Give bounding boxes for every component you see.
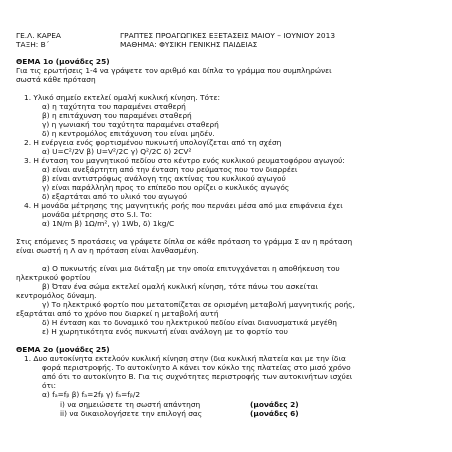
true-false-intro: Στις επόμενες 5 προτάσεις να γράψετε δίπλα σε κάθε πρόταση το γράμμα Σ αν η πρόταση — [16, 237, 353, 246]
q1-option-b: β) η επιτάχυνση του παραμένει σταθερή — [42, 111, 192, 120]
q3-option-a: α) είναι ανεξάρτητη από την ένταση του ρεύματος που τον διαρρέει — [42, 165, 298, 174]
theme1-intro: Για τις ερωτήσεις 1-4 να γράψετε τον αριθμό και δίπλα το γράμμα που συμπληρώνει — [16, 66, 332, 75]
q3-option-c: γ) είναι παράλληλη προς το επίπεδο που ορίζει ο κυκλικός αγωγός — [42, 183, 290, 192]
q3-option-b: β) είναι αντιστρόφως ανάλογη της ακτίνας του κυκλικού αγωγού — [42, 174, 286, 183]
question-4-cont: μονάδα μέτρησης στο S.I. Το: — [42, 210, 152, 219]
subject-label: ΜΑΘΗΜΑ: ΦΥΣΙΚΗ ΓΕΝΙΚΗΣ ΠΑΙΔΕΙΑΣ — [120, 40, 258, 49]
t2-q1-line4: ότι: — [42, 381, 56, 390]
statement-b: β) Όταν ένα σώμα εκτελεί ομαλή κυκλική κίνηση, τότε πάνω του ασκείται — [42, 282, 318, 291]
q3-option-d: δ) εξαρτάται από το υλικό του αγωγού — [42, 192, 188, 201]
theme1-title: ΘΕΜΑ 1ο (μονάδες 25) — [16, 57, 110, 66]
q2-options: α) U=C²/2V β) U=V²/2C γ) Q²/2C δ) 2CV² — [42, 147, 192, 156]
statement-d: δ) Η ένταση και το δυναμικό του ηλεκτρικού πεδίου είναι διανυσματικά μεγέθη — [42, 318, 337, 327]
q1-option-a: α) η ταχύτητα του παραμένει σταθερή — [42, 102, 186, 111]
statement-c-cont: εξαρτάται από το χρόνο που διαρκεί η μεταβολή αυτή — [16, 309, 219, 318]
question-4: 4. Η μονάδα μέτρησης της μαγνητικής ροής που περνάει μέσα από μια επιφάνεια έχει — [24, 201, 343, 210]
true-false-intro-cont: είναι σωστή η Λ αν η πρόταση είναι λανθασμένη. — [16, 246, 199, 255]
t2-q1-part-i: i) να σημειώσετε τη σωστή απάντηση — [60, 400, 201, 409]
statement-b-cont: κεντρομόλος δύναμη. — [16, 291, 97, 300]
t2-q1-part-ii: ii) να δικαιολογήσετε την επιλογή σας — [60, 409, 203, 418]
theme2-title: ΘΕΜΑ 2ο (μονάδες 25) — [16, 345, 110, 354]
question-1: 1. Υλικό σημείο εκτελεί ομαλή κυκλική κίνηση. Τότε: — [24, 93, 220, 102]
exam-title: ΓΡΑΠΤΕΣ ΠΡΟΑΓΩΓΙΚΕΣ ΕΞΕΤΑΣΕΙΣ ΜΑΙΟΥ – ΙΟΥΝΙΟΥ 2013 — [120, 31, 336, 40]
t2-q1-line3: από ότι το αυτοκίνητο Β. Για τις συχνότητες περιστροφής των αυτοκινήτων ισχύει — [42, 372, 353, 381]
school-name: ΓΕ.Λ. ΚΑΡΕΑ — [16, 31, 61, 40]
q1-option-d: δ) η κεντρομόλος επιτάχυνση του είναι μηδέν. — [42, 129, 215, 138]
class-label: ΤΑΞΗ: Β΄ — [16, 40, 50, 49]
question-3: 3. Η ένταση του μαγνητικού πεδίου στο κέντρο ενός κυκλικού ρευματοφόρου αγωγού: — [24, 156, 345, 165]
statement-a-cont: ηλεκτρικού φορτίου — [16, 273, 91, 282]
question-2: 2. Η ενέργεια ενός φορτισμένου πυκνωτή υπολογίζεται από τη σχέση — [24, 138, 282, 147]
t2-q1-part-i-marks: (μονάδες 2) — [250, 400, 299, 409]
t2-question-1: 1. Δυο αυτοκίνητα εκτελούν κυκλική κίνηση στην (δια κυκλική πλατεία και με την ίδια — [24, 354, 346, 363]
statement-e: ε) Η χωρητικότητα ενός πυκνωτή είναι ανάλογη με το φορτίο του — [42, 327, 288, 336]
q1-option-c: γ) η γωνιακή του ταχύτητα παραμένει σταθερή — [42, 120, 219, 129]
t2-q1-part-ii-marks: (μονάδες 6) — [250, 409, 299, 418]
statement-c: γ) Το ηλεκτρικό φορτίο που μετατοπίζεται σε ορισμένη μεταβολή μαγνητικής ροής, — [42, 300, 355, 309]
t2-q1-line2: φορά περιστροφής. Το αυτοκίνητο Α κάνει τον κύκλο της πλατείας στο μισό χρόνο — [42, 363, 351, 372]
theme1-intro-cont: σωστά κάθε πρόταση — [16, 75, 96, 84]
statement-a: α) Ο πυκνωτής είναι μια διάταξη με την οποία επιτυγχάνεται η αποθήκευση του — [42, 264, 340, 273]
q4-options: α) 1N/m β) 1Ω/m², γ) 1Wb, δ) 1kg/C — [42, 219, 175, 228]
t2-q1-options: α) fₐ=fᵦ β) fₐ=2fᵦ γ) fₐ=fᵦ/2 — [42, 390, 141, 399]
